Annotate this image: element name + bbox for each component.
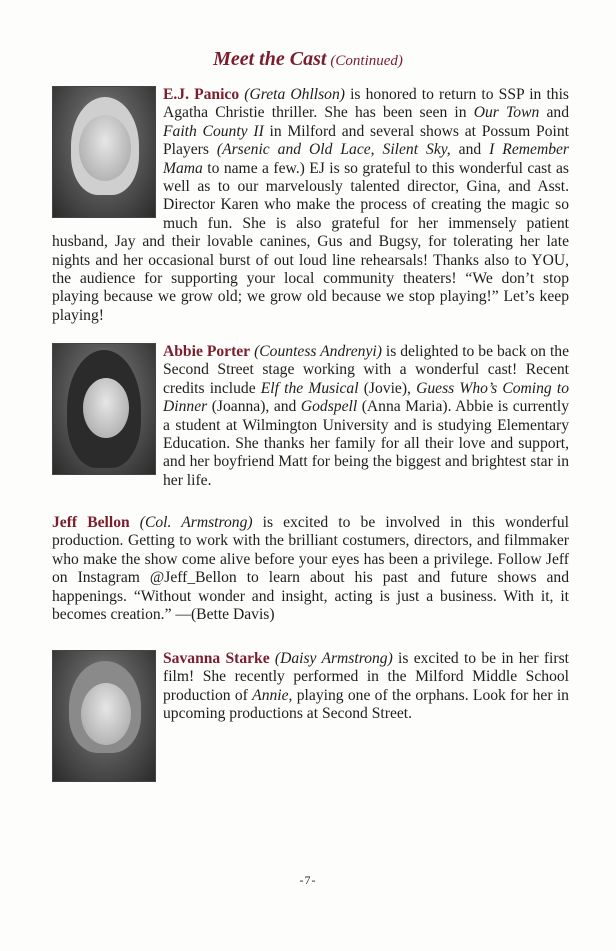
character-name: (Greta Ohllson) xyxy=(244,86,345,103)
character-name: (Countess Andrenyi) xyxy=(254,343,382,360)
page-number: -7- xyxy=(299,873,317,887)
bio-body xyxy=(163,343,569,489)
bio-text-run: and xyxy=(450,141,490,159)
page-header xyxy=(0,48,616,71)
actor-name: Jeff Bellon xyxy=(52,514,130,531)
bio-text-run: (Joanna), and xyxy=(207,398,301,416)
cast-bio-abbie-porter xyxy=(52,343,569,490)
character-name: (Col. Armstrong) xyxy=(139,514,253,531)
show-title: Faith County II xyxy=(163,122,264,140)
page-title: Meet the Cast xyxy=(213,48,327,70)
actor-name: Abbie Porter xyxy=(163,343,251,360)
show-title: Annie, xyxy=(252,686,293,704)
actor-name: Savanna Starke xyxy=(163,650,270,667)
bio-text-run: is delighted to be back on the Second Street stage working with a wonderful cast! Recent credits include xyxy=(163,343,569,397)
show-title: (Arsenic and Old Lace, Silent Sky, xyxy=(216,141,451,159)
bio-text-run: is excited to be in her first film! She recently performed in the Milford Middle School production of xyxy=(163,650,569,704)
headshot-abbie-porter xyxy=(52,343,156,475)
bio-text-run: to name a few.) EJ is so grateful to this wonderful cast as well as to our marvelously talented director, Gina, and Asst. Director Karen who make the process of creating the magic so much fun. She is also grateful for her immensely patient husband, Jay and their lovable canines, Gus and Bugsy, for tolerating her late nights and her occasional burst of out loud line rehearsals! Thanks also to YOU, the audience for supporting your local community theaters! “We don’t stop playing because we grow old; we grow old because we stop playing!” Let’s keep playing! xyxy=(52,159,569,324)
headshot-ej-panico xyxy=(52,86,156,218)
show-title: Godspell xyxy=(300,398,358,416)
bio-text-run: playing one of the orphans. Look for her in upcoming productions at Second Street. xyxy=(163,686,569,723)
bio-text-run: (Jovie), xyxy=(358,379,417,397)
show-title: Our Town xyxy=(473,104,540,122)
continued-label: (Continued) xyxy=(330,53,403,69)
bio-text-run: is honored to return to SSP in this Agatha Christie thriller. She has been seen in xyxy=(163,86,569,122)
actor-name: E.J. Panico xyxy=(163,86,240,103)
show-title: Guess Who’s Coming to Dinner xyxy=(163,379,570,416)
bio-body xyxy=(52,514,569,623)
cast-bio-ej-panico xyxy=(52,86,569,325)
show-title: I Remember Mama xyxy=(163,141,569,177)
show-title: Elf the Musical xyxy=(260,379,359,397)
bio-text-run: is excited to be involved in this wonderful production. Getting to work with the brilliant costumers, directors, and filmmaker who make the show come alive before your eyes has been a privilege. Follow Jeff on Instagram @Jeff_Bellon to learn about his past and future shows and happenings. “Without wonder and insight, acting is just a business. With it, it becomes creation.” —(Bette Davis) xyxy=(52,514,569,624)
character-name: (Daisy Armstrong) xyxy=(274,650,393,667)
cast-bio-jeff-bellon xyxy=(52,514,569,624)
bio-text xyxy=(52,514,569,624)
headshot-savanna-starke xyxy=(52,650,156,782)
bio-text-run: in Milford and several shows at Possum Point Players xyxy=(163,122,569,159)
cast-bio-savanna-starke xyxy=(52,650,569,786)
bio-text-run: and xyxy=(539,104,569,122)
bio-text-run: (Anna Maria). Abbie is currently a student at Wilmington University and is studying Elementary Education. She thanks her family for all their love and support, and her boyfriend Matt for being the biggest and brightest star in her life. xyxy=(163,398,570,489)
